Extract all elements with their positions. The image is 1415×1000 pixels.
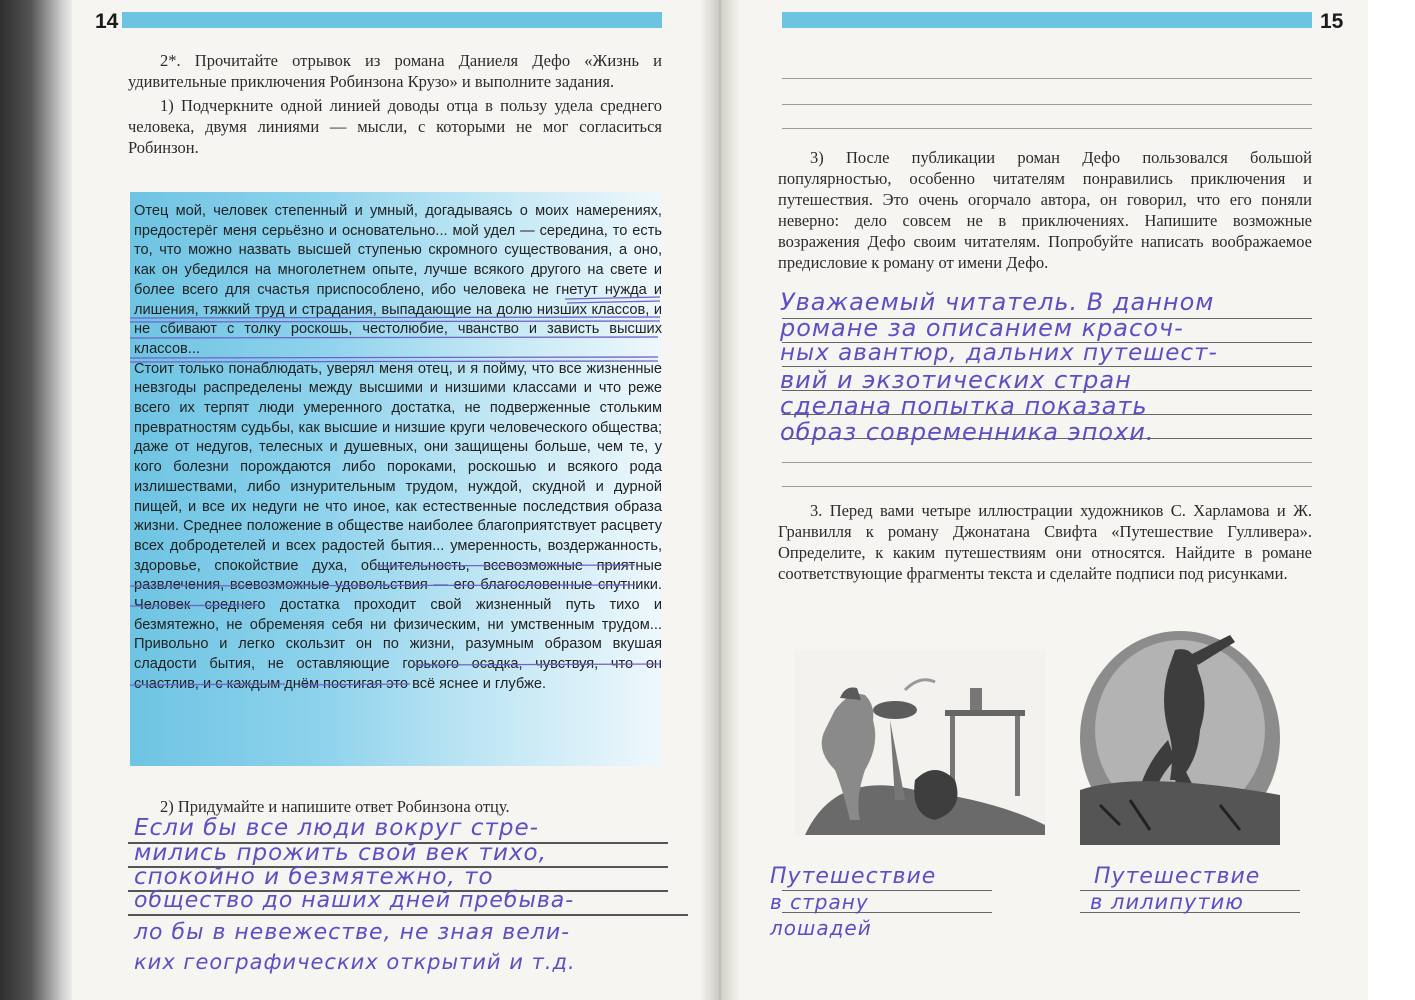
quote-paragraph-2: Стоит только понаблюдать, уверял меня отец, и я пойму, что все жизненные невзгоды распределены между высшими и низшими классами и что реже всего их терпят люди умеренного достатка, не подверженные стольким превратностям судьбы, как высшие и низшие круги человеческого общества; даже от недугов, телесных и душевных, они защищены больше, чем те, у кого болезни порождаются либо пороками, роскошью и всякого рода излишествами, либо изнурительным трудом, нуждой, скудной и дурной пищей, и все их недуги не что иное, как естественные последствия образа жизни. Среднее положение в обществе наиболее благоприятствует расцвету всех добродетелей и всех радостей бытия... умеренность, воздержанность, здоровье, спокойствие духа, общительность, всевозможные приятные развлечения, всевозможные удовольствия — его благословенные спутники. Человек среднего достатка проходит свой жизненный путь тихо и безмятежно, не обременяя себя ни физическим, ни умственным трудом... Привольно и легко скользит он по жизни, разумным образом вкушая сладости бытия, не оставляющие горького осадка, чувствуя, что он счастлив, и с каждым днём постигая это всё яснее и глубже. xyxy=(134,360,662,692)
answer-line xyxy=(128,914,688,916)
caption-left-line: Путешествие xyxy=(770,864,937,889)
preface-handwriting-line: сделана попытка показать xyxy=(780,392,1148,420)
blank-line xyxy=(782,128,1312,129)
caption-left-line: в страну xyxy=(770,890,869,914)
illustration-horse xyxy=(795,650,1045,835)
preface-handwriting-line: вий и экзотических стран xyxy=(780,366,1132,394)
task3-block xyxy=(778,500,1312,584)
answer-handwriting-line: ких географических открытий и т.д. xyxy=(134,950,576,974)
caption-right-line: в лилипутию xyxy=(1090,890,1244,914)
page-number-left: 14 xyxy=(95,10,119,33)
answer-handwriting-line: ло бы в невежестве, не зная вели- xyxy=(134,920,571,945)
scan-edge xyxy=(0,0,78,1000)
illustration-giant xyxy=(1080,630,1280,845)
task2-question2-block xyxy=(128,796,662,817)
horse-engraving-icon xyxy=(795,650,1045,835)
task3-text: 3. Перед вами четыре иллюстрации художников С. Харламова и Ж. Гранвилля к роману Джонатана Свифта «Путешествие Гулливера». Определите, к каким путешествиям они относятся. Найдите в романе соответствующие фрагменты текста и сделайте подписи под рисунками. xyxy=(778,501,1312,583)
answer-handwriting-line: спокойно и безмятежно, то xyxy=(134,864,494,890)
task2-question1: 1) Подчеркните одной линией доводы отца в пользу удела среднего человека, двумя линиями — мысли, с которыми не мог согласиться Робинзон. xyxy=(128,96,662,157)
answer-handwriting-line: общество до наших дней пребыва- xyxy=(134,888,575,913)
caption-left-line: лошадей xyxy=(770,916,872,940)
caption-right-line: Путешествие xyxy=(1094,864,1261,889)
student-underlines xyxy=(130,280,670,720)
blank-line xyxy=(782,104,1312,105)
preface-handwriting-line: образ современника эпохи. xyxy=(780,418,1155,446)
task2-question2: 2) Придумайте и напишите ответ Робинзона отцу. xyxy=(160,797,510,816)
book-gutter xyxy=(700,0,740,1000)
blank-line xyxy=(782,78,1312,79)
question3-text: 3) После публикации роман Дефо пользовался большой популярностью, особенно читателям понравились приключения и путешествия. Это очень огорчало автора, он говорил, что его поняли неверно: дело совсем не в приключениях. Напишите возможные возражения Дефо своим читателям. Попробуйте написать воображаемое предисловие к роману от имени Дефо. xyxy=(778,148,1312,272)
quote-paragraph-1: Отец мой, человек степенный и умный, догадываясь о моих намерениях, предостерёг меня серьёзно и основательно... мой удел — середина, то есть то, что можно назвать высшей ступенью скромного существования, а оно, как он убедился на многолетнем опыте, лучше всякого другого на свете и более всего для счастья приспособлено, ибо человека не гнетут нужда и лишения, тяжкий труд и страдания, выпадающие на долю низших классов, и не сбивают с толку роскошь, честолюбие, чванство и зависть высших классов... xyxy=(134,203,662,357)
answer-line xyxy=(782,462,1312,463)
answer-handwriting-line: Если бы все люди вокруг стре- xyxy=(134,815,539,841)
answer-handwriting-line: мились прожить свой век тихо, xyxy=(134,840,547,866)
task2-title: 2*. Прочитайте отрывок из романа Даниеля Дефо «Жизнь и удивительные приключения Робинзона Крузо» и выполните задания. xyxy=(128,51,662,91)
header-bar-right xyxy=(782,12,1312,28)
preface-handwriting-line: романе за описанием красоч- xyxy=(780,314,1184,342)
answer-line xyxy=(782,486,1312,487)
header-bar-left xyxy=(122,12,662,28)
preface-handwriting-line: ных авантюр, дальних путешест- xyxy=(780,340,1218,366)
giant-gulliver-engraving-icon xyxy=(1080,630,1280,845)
preface-handwriting-line: Уважаемый читатель. В данном xyxy=(780,288,1215,316)
task2-block xyxy=(128,50,662,158)
question3-block xyxy=(778,147,1312,273)
page-number-right: 15 xyxy=(1320,10,1344,33)
